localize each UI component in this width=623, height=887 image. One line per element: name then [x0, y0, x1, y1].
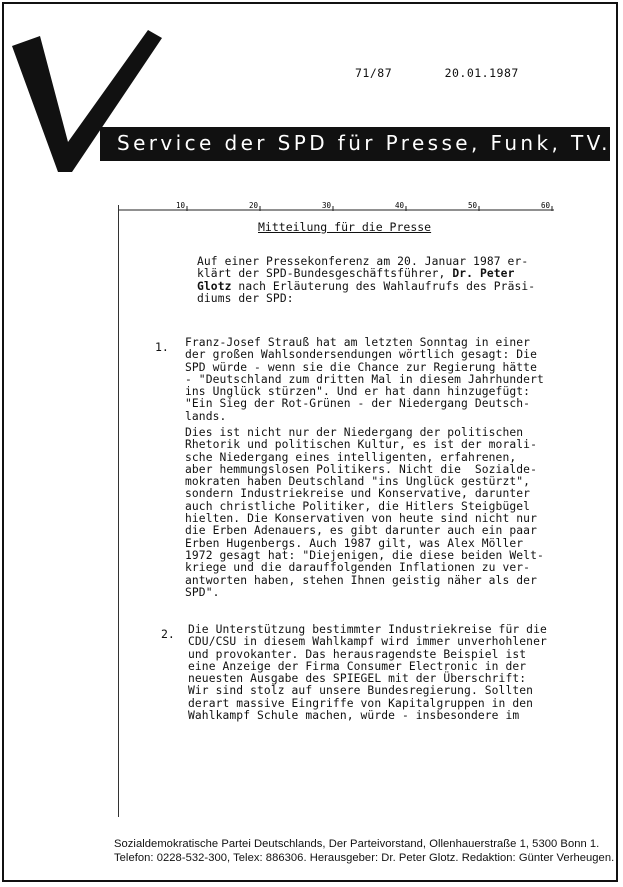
ruler-tick-label: 20	[249, 201, 259, 210]
typewriter-ruler	[118, 200, 554, 212]
intro-name-1: Dr. Peter	[452, 267, 515, 281]
header-meta	[355, 66, 519, 80]
ruler-tick-label: 30	[322, 201, 332, 210]
intro-line-3: nach Erläuterung des Wahlaufrufs des Präsi-	[238, 279, 536, 293]
section-1-paragraph-2: Dies ist nicht nur der Niedergang der politischen Rhetorik und politischen Kultur, es ist der morali- sche Niedergang eines intelligenten, erfahrenen, aber hemmungslosen Politikers. Nicht die Sozialde- mokraten haben Deutschland "ins Unglück gestürzt", sondern Industriekreise und Konservative, darunter auch christliche Politiker, die Hitlers Steigbügel hielten. Die Konservativen von heute sind nicht nur die Erben Adenauers, es gibt darunter auch ein paar Erben Hugenbergs. Auch 1987 gilt, was Alex Möller 1972 gesagt hat: "Diejenigen, die diese beiden Welt- kriege und die darauffolgenden Inflationen zu ver- antworten haben, stehen Ihnen geistig näher als der SPD".	[185, 426, 544, 599]
intro-line-4: diums der SPD:	[197, 291, 294, 305]
release-number: 71/87	[355, 66, 393, 80]
ruler-tick-label: 50	[468, 201, 478, 210]
section-2-paragraph-1: Die Unterstützung bestimmter Industriekreise für die CDU/CSU in diesem Wahlkampf wird immer unverhohlener und provokanter. Das herausragendste Beispiel ist eine Anzeige der Firma Consumer Electronic in der neuesten Ausgabe des SPIEGEL mit der Überschrift: Wir sind stolz auf unsere Bundesregierung. Sollten derart massive Eingriffe von Kapitalgruppen in den Wahlkampf Schule machen, würde - insbesondere im	[188, 623, 547, 723]
section-1-number: 1.	[155, 340, 169, 354]
intro-line-1: Auf einer Pressekonferenz am 20. Januar 1987 er-	[197, 255, 529, 268]
release-date: 20.01.1987	[444, 66, 519, 80]
footer-contact: Telefon: 0228-532-300, Telex: 886306. Herausgeber: Dr. Peter Glotz. Redaktion: Günter Verheugen.	[114, 852, 615, 864]
ruler-tick-label: 60	[541, 201, 551, 210]
footer-address: Sozialdemokratische Partei Deutschlands, Der Parteivorstand, Ollenhauerstraße 1, 5300 Bonn 1.	[114, 838, 600, 850]
intro-name-2: Glotz	[197, 279, 232, 293]
left-margin-line	[118, 205, 119, 817]
section-2-number: 2.	[161, 627, 175, 641]
intro-paragraph	[197, 256, 535, 305]
ruler-tick-label: 10	[176, 201, 186, 210]
document-title: Mitteilung für die Presse	[258, 220, 432, 234]
section-1-paragraph-1: Franz-Josef Strauß hat am letzten Sonntag in einer der großen Wahlsondersendungen wörtlich gesagt: Die SPD würde - wenn sie die Chance zur Regierung hätte - "Deutschland zum dritten Mal in diesem Jahrhundert ins Unglück stürzen". Und er hat dann hinzugefügt: "Ein Sieg der Rot-Grünen - der Niedergang Deutsch- lands.	[185, 336, 544, 423]
intro-line-2: klärt der SPD-Bundesgeschäftsführer,	[197, 267, 453, 281]
banner-title: Service der SPD für Presse, Funk, TV.	[117, 131, 611, 155]
ruler-tick-label: 40	[395, 201, 405, 210]
